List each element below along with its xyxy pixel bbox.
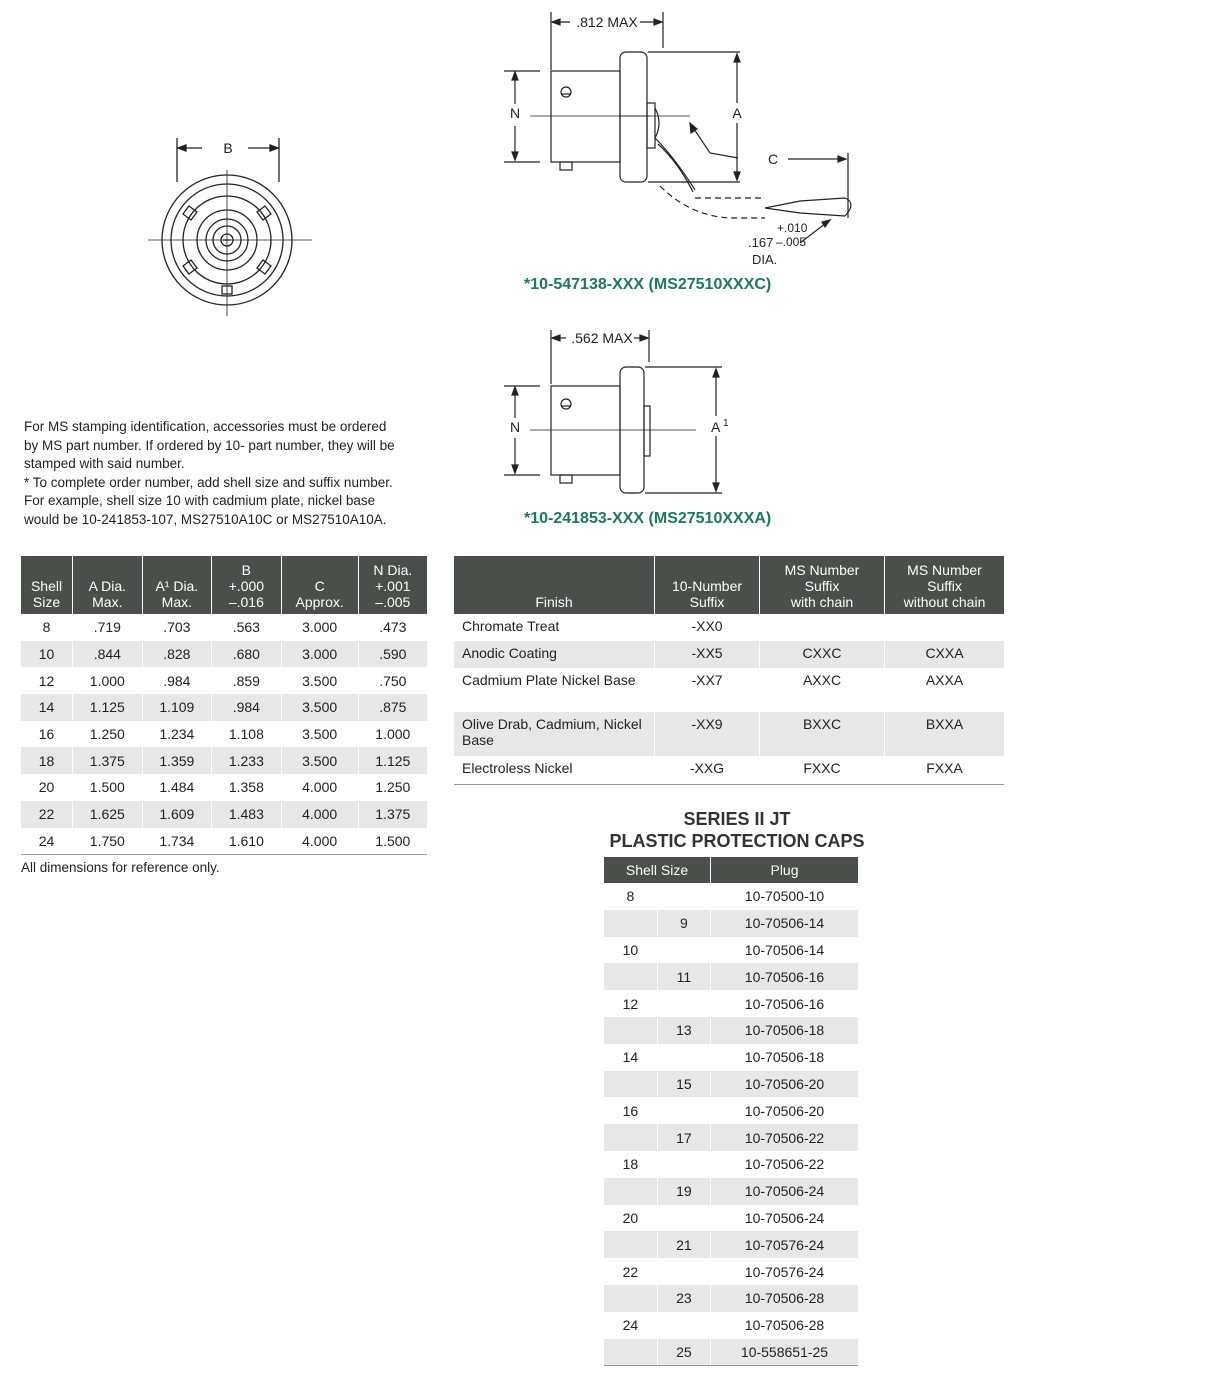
table-cell: 3.500 (281, 721, 358, 748)
header-a1-dia: A¹ Dia. Max. (142, 556, 212, 614)
table-cell: 1.483 (212, 801, 282, 828)
table-cell: 1.358 (212, 774, 282, 801)
table-row (21, 721, 427, 748)
caps-title-line-2: PLASTIC PROTECTION CAPS (609, 831, 865, 851)
table-cell: 1.108 (212, 721, 282, 748)
dim-label-n: N (509, 419, 521, 435)
plug-cell: 10-70506-28 (711, 1285, 859, 1312)
table-row (21, 641, 427, 668)
table-cell: 1.250 (358, 774, 427, 801)
shell-size-cell: 11 (657, 963, 710, 990)
ms-with-chain-cell: CXXC (760, 641, 885, 668)
dim-label-a: A (732, 105, 742, 121)
caption-part-with-chain: *10-547138-XXX (MS27510XXXC) (524, 276, 772, 293)
table-cell: 4.000 (281, 801, 358, 828)
plug-cell: 10-558651-25 (711, 1339, 859, 1366)
shell-size-cell (657, 1312, 710, 1339)
shell-size-cell: 24 (622, 1317, 639, 1334)
table-cell: 3.000 (281, 614, 358, 641)
finish-cell: Anodic Coating (454, 641, 655, 668)
table-row (21, 828, 427, 855)
finish-cell: Electroless Nickel (454, 756, 655, 784)
table-row (21, 774, 427, 801)
shell-size-cell: 13 (657, 1017, 710, 1044)
plug-cell: 10-70506-20 (711, 1071, 859, 1098)
table-cell: 1.125 (358, 747, 427, 774)
header-10-number-suffix: 10-Number Suffix (655, 556, 760, 614)
dim-label-b: B (223, 140, 233, 156)
suffix-cell: -XXG (655, 756, 760, 784)
header-b: B +.000 –.016 (212, 556, 282, 614)
table-row (604, 990, 858, 1017)
table-cell: 1.500 (358, 828, 427, 855)
dim-label-a1-superscript: 1 (723, 418, 729, 429)
ms-without-chain-cell (885, 614, 1005, 641)
ms-without-chain-cell: BXXA (885, 712, 1005, 756)
table-cell: 1.234 (142, 721, 212, 748)
shell-size-cell (657, 1205, 710, 1232)
shell-size-cell: 10 (622, 941, 639, 958)
ms-without-chain-cell: FXXA (885, 756, 1005, 784)
table-cell: 3.000 (281, 641, 358, 668)
shell-size-cell: 8 (626, 888, 635, 905)
table-cell: 1.609 (142, 801, 212, 828)
note-line: * To complete order number, add shell size and suffix number. (24, 474, 393, 490)
table-row (21, 614, 427, 641)
suffix-cell: -XX7 (655, 668, 760, 712)
header-n-dia: N Dia. +.001 –.005 (358, 556, 427, 614)
table-cell: 20 (38, 779, 55, 796)
dim-label-812: .812 MAX (576, 14, 638, 30)
table-row (604, 883, 858, 910)
table-cell: 1.625 (73, 801, 143, 828)
plug-cell: 10-70506-16 (711, 990, 859, 1017)
table-cell: .984 (212, 694, 282, 721)
dimensions-table (21, 556, 427, 855)
table-row (604, 963, 858, 990)
ms-with-chain-cell: AXXC (760, 668, 885, 712)
plug-cell: 10-70506-16 (711, 963, 859, 990)
table-cell: .563 (212, 614, 282, 641)
table-cell: .828 (142, 641, 212, 668)
table-cell: 1.484 (142, 774, 212, 801)
table-cell: 1.000 (73, 667, 143, 694)
table-row (604, 1205, 858, 1232)
shell-size-cell (604, 1124, 657, 1151)
caps-section-title (560, 808, 914, 852)
table-row (454, 668, 1004, 712)
ms-with-chain-cell: BXXC (760, 712, 885, 756)
shell-size-cell (604, 1285, 657, 1312)
table-cell: 24 (21, 828, 73, 855)
plug-cell: 10-70506-14 (711, 937, 859, 964)
table-cell: 1.734 (142, 828, 212, 855)
table-row (21, 667, 427, 694)
table-cell: .590 (358, 641, 427, 668)
shell-size-cell: 23 (657, 1285, 710, 1312)
table-cell: .750 (358, 667, 427, 694)
table-cell: 14 (21, 694, 73, 721)
shell-size-cell: 17 (657, 1124, 710, 1151)
caption-part-without-chain: *10-241853-XXX (MS27510XXXA) (524, 510, 772, 527)
tolerance-minus: –.005 (776, 235, 807, 249)
shell-size-cell (604, 963, 657, 990)
dim-label-n: N (509, 105, 521, 121)
ordering-note (24, 418, 424, 529)
shell-size-cell (657, 883, 710, 910)
table-row (604, 1044, 858, 1071)
table-cell: .473 (358, 614, 427, 641)
ms-without-chain-cell: AXXA (885, 668, 1005, 712)
finish-cell: Chromate Treat (462, 618, 560, 634)
table-cell: 3.500 (281, 747, 358, 774)
shell-size-cell: 20 (622, 1209, 639, 1226)
dim-label-562: .562 MAX (571, 330, 633, 346)
plug-cell: 10-70506-18 (711, 1044, 859, 1071)
table-row (604, 910, 858, 937)
table-cell: 12 (38, 672, 55, 689)
table-row (604, 1312, 858, 1339)
plug-cell: 10-70506-18 (711, 1017, 859, 1044)
ms-without-chain-cell: CXXA (885, 641, 1005, 668)
plug-cell: 10-70500-10 (711, 883, 859, 910)
table-cell: 1.000 (358, 721, 427, 748)
table-cell: 1.359 (142, 747, 212, 774)
protection-caps-table (604, 857, 858, 1366)
shell-size-cell (604, 1017, 657, 1044)
header-finish: Finish (454, 556, 655, 614)
note-line: For example, shell size 10 with cadmium plate, nickel base (24, 493, 376, 508)
table-row (604, 1097, 858, 1124)
ms-with-chain-cell: FXXC (760, 756, 885, 784)
plug-cell: 10-70506-24 (711, 1205, 859, 1232)
table-row (604, 937, 858, 964)
table-row (21, 747, 427, 774)
table-cell: .703 (142, 614, 212, 641)
plug-cell: 10-70506-24 (711, 1178, 859, 1205)
table-cell: 4.000 (281, 828, 358, 855)
header-plug: Plug (711, 857, 859, 883)
table-cell: 1.125 (73, 694, 143, 721)
shell-size-cell: 19 (657, 1178, 710, 1205)
shell-size-cell (657, 937, 710, 964)
table-cell: .680 (212, 641, 282, 668)
shell-size-cell: 22 (622, 1263, 639, 1280)
table-cell: 1.610 (212, 828, 282, 855)
shell-size-cell: 25 (657, 1339, 710, 1366)
ms-with-chain-cell (760, 614, 885, 641)
table-cell: 1.375 (73, 747, 143, 774)
table-cell: .859 (212, 667, 282, 694)
table-cell: 1.500 (73, 774, 143, 801)
plug-cell: 10-70506-22 (711, 1151, 859, 1178)
header-ms-suffix-without-chain: MS Number Suffix without chain (885, 556, 1005, 614)
table-cell: 1.233 (212, 747, 282, 774)
dimensions-footnote: All dimensions for reference only. (21, 860, 220, 875)
table-cell: 1.750 (73, 828, 143, 855)
suffix-cell: -XX5 (655, 641, 760, 668)
table-row (604, 1151, 858, 1178)
shell-size-cell (604, 1178, 657, 1205)
shell-size-cell (657, 1151, 710, 1178)
dia-label: DIA. (752, 252, 778, 267)
dim-label-a1: A (711, 419, 721, 435)
shell-size-cell (604, 910, 657, 937)
note-line: For MS stamping identification, accessories must be ordered (24, 419, 387, 434)
table-cell: 10 (21, 641, 73, 668)
shell-size-cell (604, 1339, 657, 1366)
note-line: stamped with said number. (24, 456, 185, 471)
shell-size-cell: 21 (657, 1231, 710, 1258)
table-row (604, 1017, 858, 1044)
suffix-cell: -XX9 (655, 712, 760, 756)
plug-cell: 10-70576-24 (711, 1258, 859, 1285)
table-cell: 18 (21, 747, 73, 774)
table-cell: .984 (142, 667, 212, 694)
table-row (21, 801, 427, 828)
table-cell: 4.000 (281, 774, 358, 801)
caps-title-line-1: SERIES II JT (683, 809, 791, 829)
table-row (604, 1071, 858, 1098)
shell-size-cell: 18 (622, 1156, 639, 1173)
table-cell: 3.500 (281, 667, 358, 694)
plug-cell: 10-70576-24 (711, 1231, 859, 1258)
shell-size-cell: 9 (657, 910, 710, 937)
table-row (454, 641, 1004, 668)
shell-size-cell: 16 (622, 1102, 639, 1119)
table-cell: 3.500 (281, 694, 358, 721)
plug-cell: 10-70506-20 (711, 1097, 859, 1124)
table-row (454, 756, 1004, 784)
table-row (454, 614, 1004, 641)
table-cell: 16 (38, 726, 55, 743)
shell-size-cell (604, 1071, 657, 1098)
table-cell: 1.109 (142, 694, 212, 721)
table-row (604, 1339, 858, 1366)
side-view-drawing-with-chain (500, 8, 870, 278)
table-row (604, 1231, 858, 1258)
plug-cell: 10-70506-28 (711, 1312, 859, 1339)
table-cell: 1.375 (358, 801, 427, 828)
table-cell: 1.250 (73, 721, 143, 748)
shell-size-cell: 12 (622, 995, 639, 1012)
table-cell: .719 (73, 614, 143, 641)
front-view-drawing (140, 130, 330, 320)
table-row (604, 1124, 858, 1151)
shell-size-cell (657, 990, 710, 1017)
finish-cell: Olive Drab, Cadmium, Nickel Base (454, 712, 655, 756)
tolerance-plus: +.010 (777, 221, 808, 235)
shell-size-cell: 14 (622, 1049, 639, 1066)
table-row (604, 1178, 858, 1205)
header-a-dia: A Dia. Max. (73, 556, 143, 614)
dia-value: .167 (748, 235, 774, 250)
table-row (604, 1285, 858, 1312)
header-shell-size: Shell Size (21, 556, 73, 614)
header-ms-suffix-with-chain: MS Number Suffix with chain (760, 556, 885, 614)
table-row (21, 694, 427, 721)
plug-cell: 10-70506-14 (711, 910, 859, 937)
dim-label-c: C (767, 151, 779, 167)
table-row (604, 1258, 858, 1285)
finish-table (454, 556, 1004, 785)
table-cell: .844 (73, 641, 143, 668)
table-cell: .875 (358, 694, 427, 721)
finish-cell: Cadmium Plate Nickel Base (462, 672, 636, 688)
shell-size-cell (604, 1231, 657, 1258)
table-cell: 22 (21, 801, 73, 828)
table-cell: 8 (42, 619, 51, 636)
shell-size-cell (657, 1044, 710, 1071)
shell-size-cell (657, 1097, 710, 1124)
plug-cell: 10-70506-22 (711, 1124, 859, 1151)
header-c: C Approx. (281, 556, 358, 614)
shell-size-cell: 15 (657, 1071, 710, 1098)
header-shell-size: Shell Size (604, 857, 711, 883)
note-line: by MS part number. If ordered by 10- part number, they will be (24, 437, 395, 453)
table-row (454, 712, 1004, 756)
shell-size-cell (657, 1258, 710, 1285)
suffix-cell: -XX0 (655, 614, 760, 641)
side-view-drawing-without-chain (500, 326, 740, 504)
note-line: would be 10-241853-107, MS27510A10C or MS27510A10A. (24, 511, 387, 527)
